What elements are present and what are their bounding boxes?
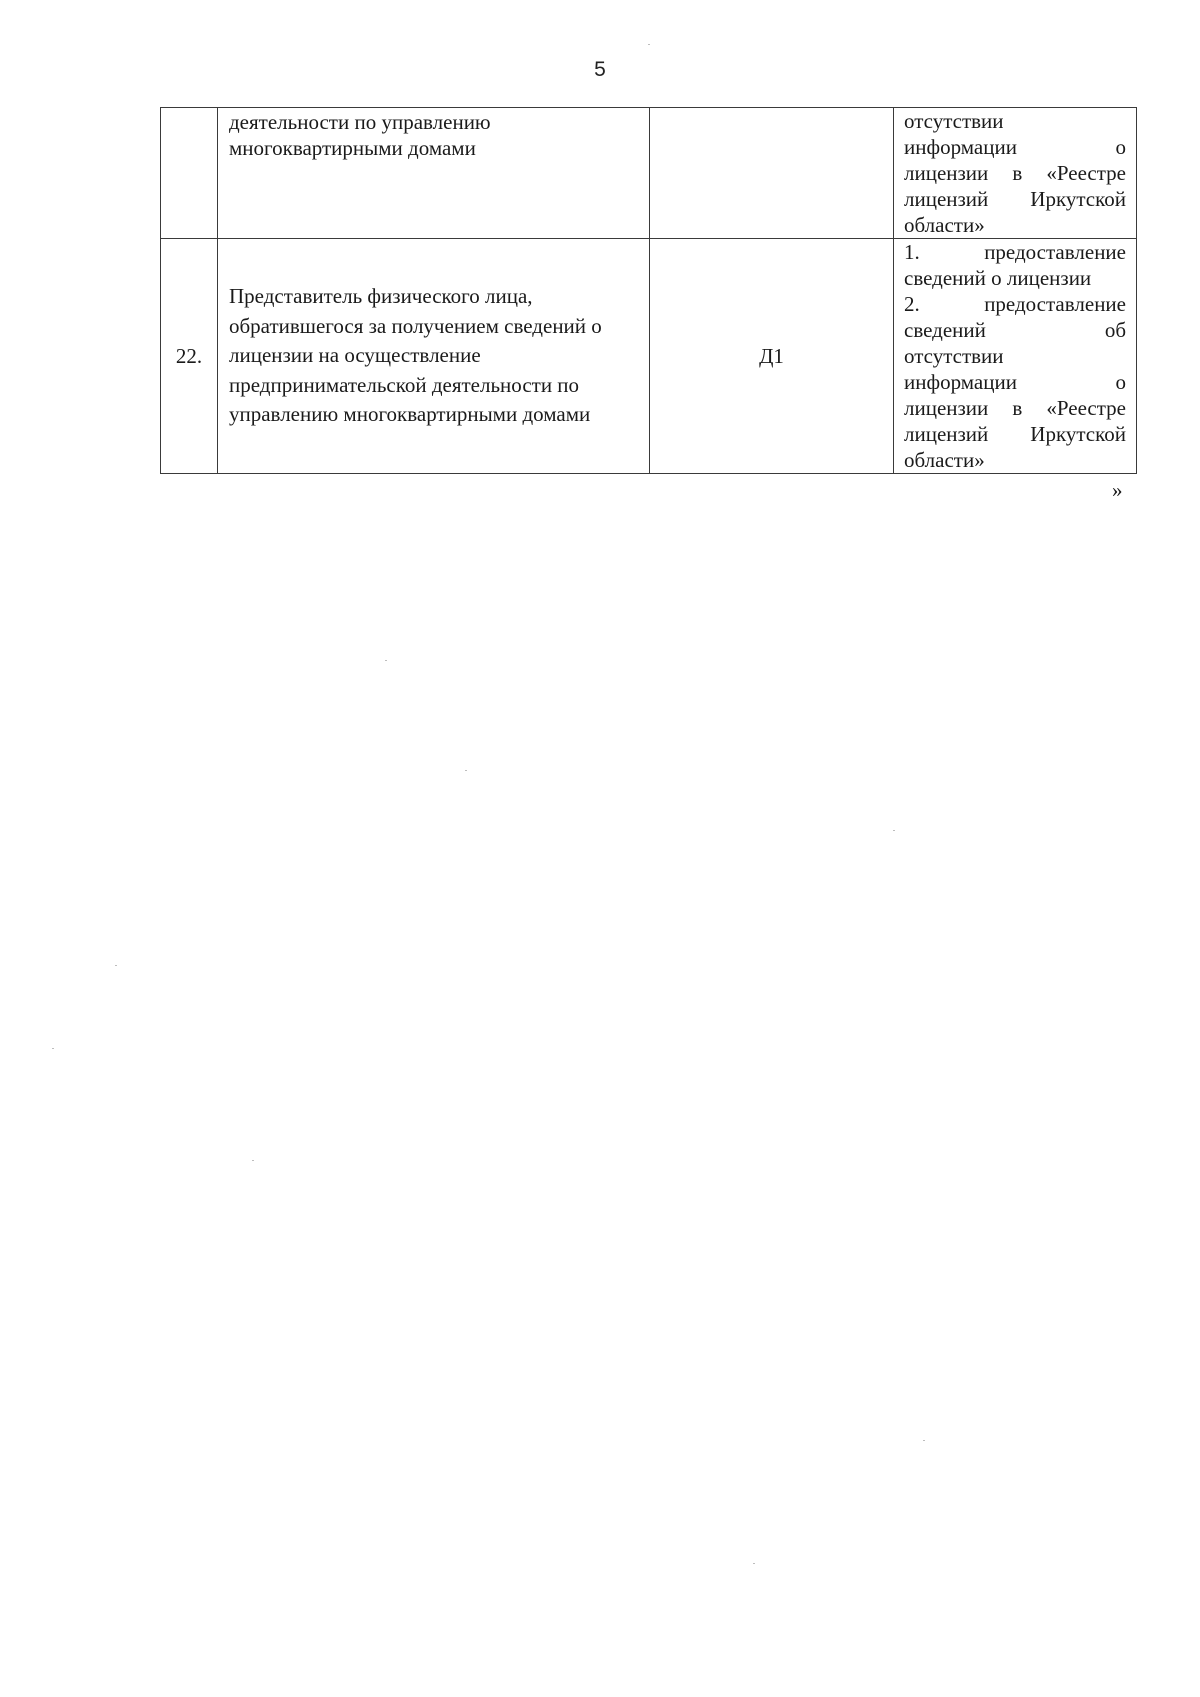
result-cell [894,239,1137,474]
scan-speck [893,830,895,831]
result-line: лицензии в «Реестре [904,396,1126,420]
row-number-cell: 22. [161,239,218,474]
applicant-description-cell [218,108,650,239]
result-line: лицензий Иркутской [904,422,1126,446]
description-line: обратившегося за получением сведений о [229,313,602,338]
result-line: сведений об [904,318,1126,342]
table-row [161,108,1137,239]
description-line: предпринимательской деятельности по [229,372,580,397]
result-line: информации о [904,135,1126,159]
closing-quote: » [1112,478,1123,502]
result-line: 1. предоставление [904,240,1126,264]
result-line: лицензий Иркутской [904,187,1126,211]
services-table [160,107,1137,474]
scan-speck [465,770,467,771]
row-number-cell [161,108,218,239]
scan-speck [252,1160,254,1161]
result-line: области» [904,213,985,237]
result-line: информации о [904,370,1126,394]
scan-speck [385,660,387,661]
result-line: 2. предоставление [904,292,1126,316]
result-cell [894,108,1137,239]
description-line: управлению многоквартирными домами [229,402,591,427]
result-line: области» [904,448,985,472]
description-line: лицензии на осуществление [229,343,481,368]
scan-speck [923,1440,925,1441]
scan-speck [753,1563,755,1564]
result-line: отсутствии [904,109,1004,133]
result-line: лицензии в «Реестре [904,161,1126,185]
description-line: Представитель физического лица, [229,284,533,309]
result-line: сведений о лицензии [904,266,1092,290]
scan-speck [52,1048,54,1049]
document-code-cell: Д1 [650,239,894,474]
result-line: отсутствии [904,344,1004,368]
table-row [161,239,1137,474]
scan-speck [115,965,117,966]
description-line: деятельности по управлению [229,110,491,134]
description-line: многоквартирными домами [229,136,476,160]
document-code-cell [650,108,894,239]
scan-speck [648,44,650,45]
applicant-description-cell [218,239,650,474]
page-number: 5 [594,58,606,81]
